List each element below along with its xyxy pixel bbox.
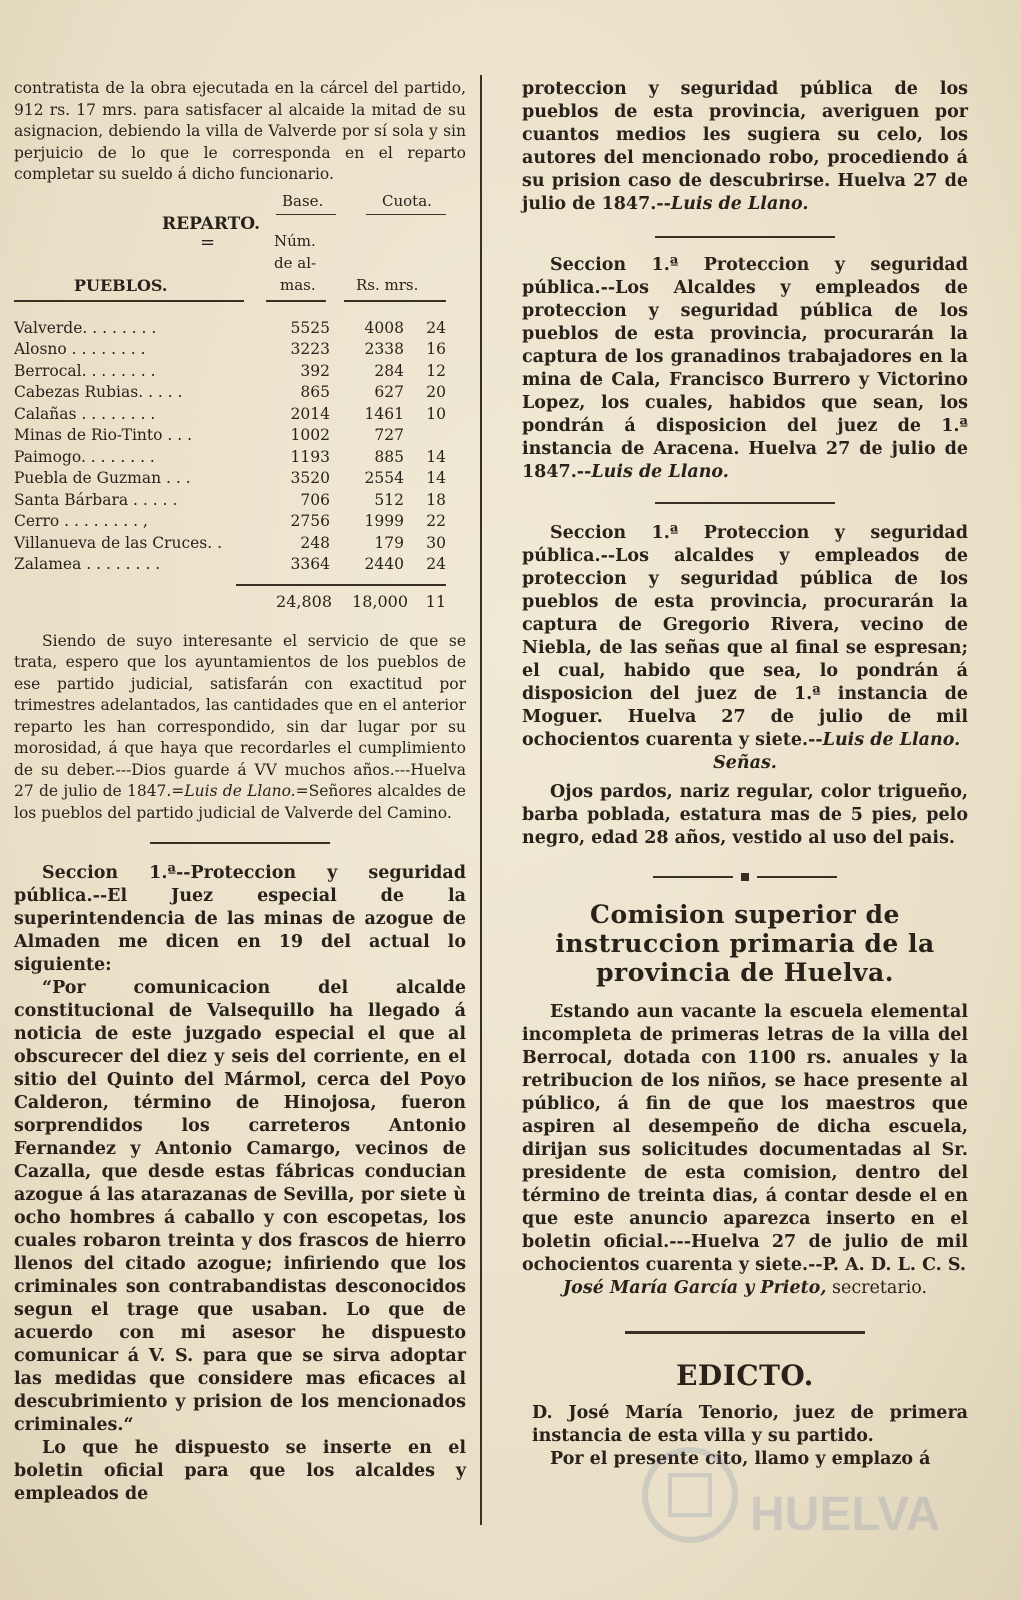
table-row: Berrocal. . . . . . . . 392 284 12	[14, 361, 446, 380]
seccion-almaden-heading: Seccion 1.ª--Proteccion y seguridad pública.--El Juez especial de la superintendencia de las minas de azogue de Almaden me dicen en 19 del actual lo siguiente:	[14, 863, 466, 975]
table-row: Paimogo. . . . . . . . 1193 885 14	[14, 447, 446, 466]
left-column	[14, 78, 466, 1506]
signature-luis-de-llano: Luis de Llano.	[591, 462, 729, 482]
right-column	[522, 78, 968, 1471]
senas-paragraph: Ojos pardos, nariz regular, color trigueño, barba poblada, estatura mas de 5 pies, pelo negro, edad 28 años, vestido al uso del pais.	[522, 782, 968, 848]
table-row: Calañas . . . . . . . . 2014 1461 10	[14, 404, 446, 423]
total-mrs: 11	[425, 591, 446, 611]
reparto-table-header	[14, 186, 466, 304]
seccion-almaden-quote: “Por comunicacion del alcalde constitucional de Valsequillo ha llegado á noticia de este juzgado especial el que al obscurecer del diez y seis del corriente, en el sitio del Quinto del Mármol, cerca del Poyo Calderon, término de Hinojosa, fueron sorprendidos los carreteros Antonio Fernandez y Antonio Camargo, vecinos de Cazalla, que desde estas fábricas conducian azogue á las atarazanas de Sevilla, por siete ù ocho hombres á caballo y con escopetas, los cuales robaron treinta y dos frascos de hierro llenos del citado azogue; infiriendo que los criminales son contrabandistas desconocidos segun el trage que usaban. Lo que de acuerdo con mi asesor he dispuesto comunicar á V. S. para que se sirva adoptar las medidas que considere mas eficaces al descubrimiento y prision de los mencionados criminales.“	[14, 978, 466, 1435]
edicto-paragraph-2: Por el presente cito, llamo y emplazo á	[550, 1449, 931, 1469]
num-label-2: de al-	[274, 253, 317, 272]
column-divider	[480, 75, 482, 1525]
comision-title: Comision superior de instruccion primaria de la provincia de Huelva.	[555, 900, 935, 987]
seccion-cala-paragraph: Seccion 1.ª Proteccion y seguridad pública.--Los Alcaldes y empleados de proteccion y seguridad pública de los pueblos de esta provincia, procurarán la captura de los granadinos trabajadores en la mina de Cala, Francisco Burrero y Victorino Lopez, los cuales, habidos que sean, los pondrán á disposicion del juez de 1.ª instancia de Aracena. Huelva 27 de julio de 1847.--Luis de Llano.	[522, 255, 968, 482]
senas-title: Señas.	[713, 753, 777, 773]
pueblos-label: PUEBLOS.	[74, 275, 168, 295]
table-row: Cabezas Rubias. . . . . 865 627 20	[14, 383, 446, 401]
seccion-almaden-final: Lo que he dispuesto se inserte en el boletin oficial para que los alcaldes y empleados de	[14, 1438, 466, 1504]
total-rs: 18,000	[352, 591, 408, 611]
edicto-paragraph: D. José María Tenorio, juez de primera instancia de esta villa y su partido.	[532, 1403, 968, 1446]
table-row: Alosno . . . . . . . . 3223 2338 16	[14, 340, 446, 358]
equals-sign: =	[200, 231, 216, 253]
watermark-text: HUELVA	[750, 1488, 940, 1541]
intro-paragraph: contratista de la obra ejecutada en la cárcel del partido, 912 rs. 17 mrs. para satisfacer al alcaide la mitad de su asignacion, debiendo la villa de Valverde por sí sola y sin perjuicio de lo que le corresponda en el reparto completar su sueldo á dicho funcionario.	[14, 79, 466, 183]
table-row: Zalamea . . . . . . . . 3364 2440 24	[14, 555, 446, 573]
reparto-label: REPARTO.	[162, 213, 261, 234]
total-num: 24,808	[276, 591, 332, 611]
num-label-3: mas.	[280, 275, 316, 294]
continuation-paragraph: proteccion y seguridad pública de los pueblos de esta provincia, averiguen por cuantos medios les sugiera su celo, los autores del mencionado robo, procediendo á su prision caso de descubrirse. Huelva 27 de julio de 1847.--Luis de Llano.	[522, 79, 968, 214]
comision-signature: José María García y Prieto, secretario.	[562, 1278, 928, 1298]
signature-luis-de-llano: Luis de Llano.	[184, 782, 296, 800]
seccion-niebla-paragraph: Seccion 1.ª Proteccion y seguridad pública.--Los alcaldes y empleados de proteccion y seguridad pública de los pueblos de esta provincia, procurarán la captura de Gregorio Rivera, vecino de Niebla, de las señas que al final se espresan; el cual, habido que sea, lo pondrán á disposicion del juez de 1.ª instancia de Moguer. Huelva 27 de julio de mil ochocientos cuarenta y siete.--Luis de Llano.	[522, 523, 968, 750]
table-row: Puebla de Guzman . . . 3520 2554 14	[14, 469, 446, 487]
num-label-1: Núm.	[274, 231, 316, 250]
col-base-label: Base.	[282, 191, 324, 210]
comision-paragraph: Estando aun vacante la escuela elemental incompleta de primeras letras de la villa del Berrocal, dotada con 1100 rs. anuales y la retribucion de los niños, se hace presente al público, á fin de que los maestros que aspiren al desempeño de dicha escuela, dirijan sus solicitudes documentadas al Sr. presidente de esta comision, dentro del término de treinta dias, á contar desde el en que este anuncio aparezca inserto en el boletin oficial.---Huelva 27 de julio de mil ochocientos cuarenta y siete.--P. A. D. L. C. S.	[522, 1002, 968, 1275]
paragraph-morosidad: Siendo de suyo interesante el servicio de que se trata, espero que los ayuntamientos de los pueblos de ese partido judicial, satisfarán con exactitud por trimestres adelantados, las cantidades que en el anterior reparto les han correspondido, sin dar lugar por su morosidad, á que haya que recordarles el cumplimiento de su deber.---Dios guarde á VV muchos años.---Huelva 27 de julio de 1847.=Luis de Llano.=Señores alcaldes de los pueblos del partido judicial de Valverde del Camino.	[14, 631, 466, 822]
edicto-title: EDICTO.	[676, 1359, 814, 1392]
col-cuota-label: Cuota.	[382, 191, 432, 210]
table-row: Valverde. . . . . . . . 5525 4008 24	[14, 318, 446, 337]
signature-luis-de-llano: Luis de Llano.	[822, 730, 961, 750]
rs-mrs-label: Rs. mrs.	[356, 275, 419, 294]
table-row: Minas de Rio-Tinto . . . 1002 727	[14, 426, 404, 444]
table-row: Villanueva de las Cruces. . 248 179 30	[14, 533, 446, 552]
ornamental-separator	[522, 1322, 968, 1341]
table-row: Cerro . . . . . . . . , 2756 1999 22	[14, 512, 446, 530]
table-row: Santa Bárbara . . . . . 706 512 18	[14, 490, 446, 509]
ornamental-separator	[522, 872, 968, 882]
table-total-row	[14, 592, 466, 611]
signature-luis-de-llano: Luis de Llano.	[670, 194, 809, 214]
reparto-table-body	[14, 318, 466, 576]
